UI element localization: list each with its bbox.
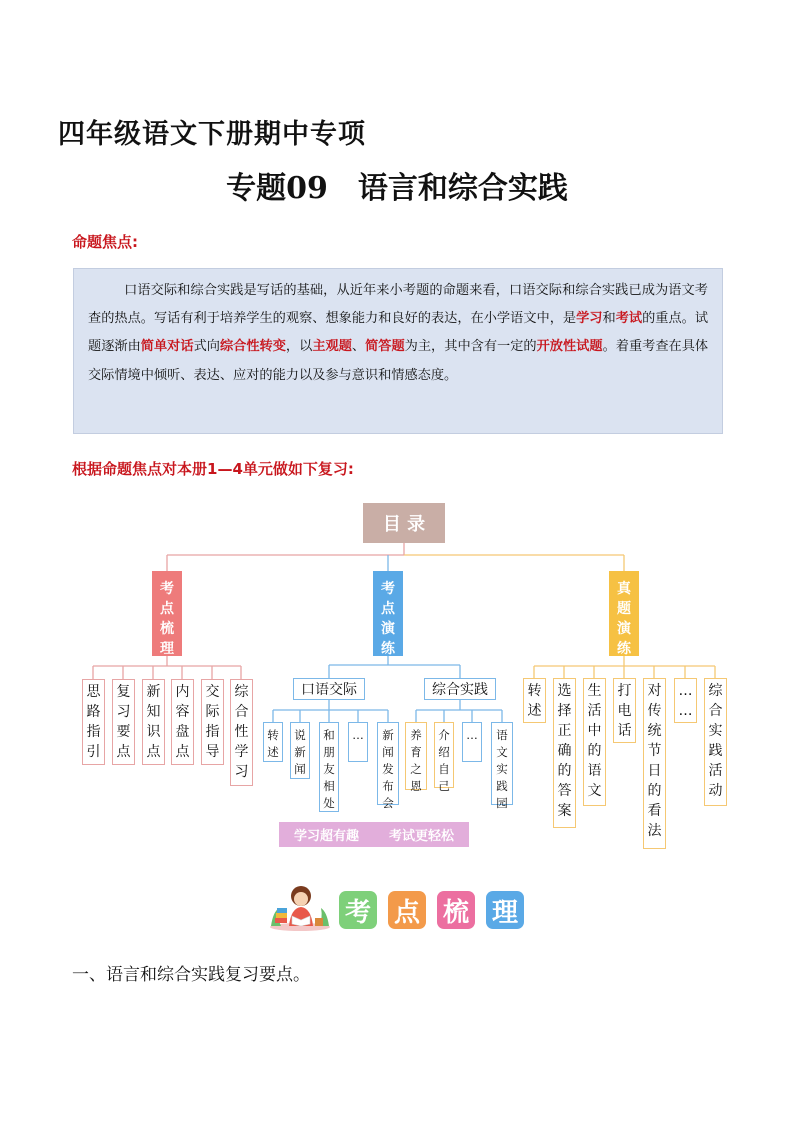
group1-item-shuo-xinwen: 说 新 闻 [290, 722, 310, 779]
branch3-item-more: … … [674, 678, 697, 723]
group1-item-fabuhui: 新 闻 发 布 会 [377, 722, 399, 805]
review-heading: 根据命题焦点对本册1—4单元做如下复习: [72, 460, 354, 478]
focus-highlight: 简答题 [365, 339, 405, 355]
group2-item-jieshao: 介 绍 自 己 [434, 722, 454, 788]
group1-item-pengyou: 和 朋 友 相 处 [319, 722, 339, 812]
tile-li: 理 [486, 891, 524, 929]
focus-highlight: 开放性试题 [536, 339, 603, 355]
tile-dian: 点 [388, 891, 426, 929]
branch3-item-zhuanshu: 转 述 [523, 678, 546, 723]
focus-text: 的重点。试题逐渐由 [88, 311, 709, 355]
focus-highlight: 学习 [576, 311, 603, 327]
group-zonghe-shijian: 综合实践 [424, 678, 496, 700]
chart-root: 目 录 [363, 503, 445, 543]
focus-text: ，以 [285, 339, 313, 355]
section-heading-review-points: 一、语言和综合实践复习要点。 [72, 965, 310, 985]
branch3-item-xuanze: 选 择 正 确 的 答 案 [553, 678, 576, 828]
focus-heading: 命题焦点: [72, 233, 138, 251]
group2-item-yangyu: 养 育 之 恩 [405, 722, 427, 790]
subtitle-number: 专题09 [226, 171, 328, 206]
focus-text: 口语交际和综合实践是写话的基础，从近年来小考题的命题来看，口语交际和综合实践已成为语文考查的热点。写话有利于培养学生的观察、想象能力和良好的表达，在小学语文中，是 [88, 283, 708, 327]
subtitle-topic: 语言和综合实践 [357, 171, 568, 206]
tile-kao: 考 [339, 891, 377, 929]
tile-shu: 梳 [437, 891, 475, 929]
reading-girl-icon [267, 882, 333, 932]
connector-branch1-items [93, 656, 241, 679]
connector-branch3-items [534, 656, 715, 678]
focus-highlight: 考试 [615, 311, 643, 327]
branch1-item-zonghexing: 综 合 性 学 习 [230, 679, 253, 786]
branch-zhenti-yanlian: 真 题 演 练 [609, 571, 639, 656]
slogan-part: 考试更轻松 [388, 829, 454, 844]
focus-text: 和 [602, 311, 616, 327]
focus-text: 。着重考查在具体交际情境中倾听、表达、应对的能力以及参与意识和情感态度。 [88, 339, 709, 383]
branch3-item-jieri: 对 传 统 节 日 的 看 法 [643, 678, 666, 849]
branch3-item-huodong: 综 合 实 践 活 动 [704, 678, 727, 806]
branch-kaodian-yanlian: 考 点 演 练 [373, 571, 403, 656]
group-kouyu-jiaoji: 口语交际 [293, 678, 365, 700]
branch1-item-neirong: 内 容 盘 点 [171, 679, 194, 765]
focus-text: 、 [351, 339, 366, 355]
branch1-item-jiaoji: 交 际 指 导 [201, 679, 224, 765]
branch1-item-silu: 思 路 指 引 [82, 679, 105, 765]
focus-text: 为主，其中含有一定的 [404, 339, 537, 355]
slogan-banner [279, 822, 469, 847]
group1-item-zhuanshu: 转 述 [263, 722, 283, 762]
branch3-item-shenghuo: 生 活 中 的 语 文 [583, 678, 606, 806]
group1-item-more: … [348, 722, 368, 762]
focus-highlight: 主观题 [312, 339, 352, 355]
slogan-part: 学习超有趣 [293, 829, 359, 844]
group2-item-shijianyuan: 语 文 实 践 园 [491, 722, 513, 805]
focus-highlight: 综合性转变 [219, 339, 286, 355]
branch-kaodian-shuli: 考 点 梳 理 [152, 571, 182, 656]
focus-highlight: 简单对话 [140, 339, 194, 355]
focus-text: 式向 [193, 339, 220, 355]
group2-item-more: … [462, 722, 482, 762]
branch3-item-dadianhua: 打 电 话 [613, 678, 636, 743]
branch1-item-xinzhishi: 新 知 识 点 [142, 679, 165, 765]
document-title: 四年级语文下册期中专项 [58, 119, 366, 150]
branch1-item-fuxi: 复 习 要 点 [112, 679, 135, 765]
